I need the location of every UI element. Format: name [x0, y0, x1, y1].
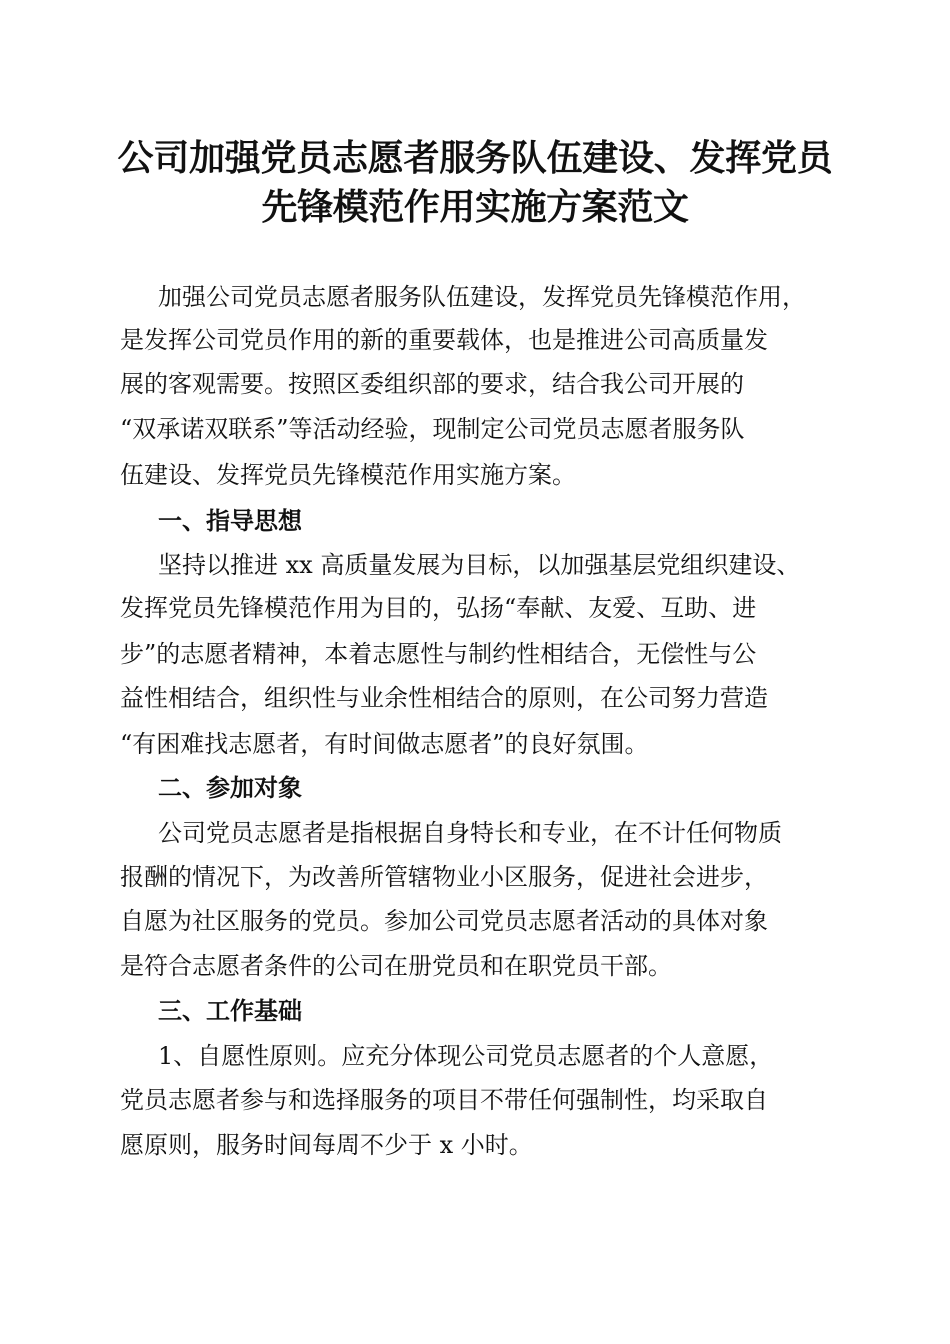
- section2-line: 是符合志愿者条件的公司在册党员和在职党员干部。: [120, 952, 672, 980]
- section2-line: 公司党员志愿者是指根据自身特长和专业，在不计任何物质: [158, 819, 782, 847]
- document-title-line-1: 公司加强党员志愿者服务队伍建设、发挥党员: [117, 137, 833, 179]
- document-title-line-2: 先锋模范作用实施方案范文: [261, 186, 689, 228]
- section-heading-participants: 二、参加对象: [158, 774, 302, 802]
- section1-line: “有困难找志愿者，有时间做志愿者”的良好氛围。: [120, 730, 649, 758]
- section2-line: 报酬的情况下，为改善所管辖物业小区服务，促进社会进步，: [120, 863, 768, 891]
- section-heading-work-basis: 三、工作基础: [158, 997, 302, 1025]
- section1-line: 步”的志愿者精神，本着志愿性与制约性相结合，无偿性与公: [120, 640, 757, 668]
- intro-line: 展的客观需要。按照区委组织部的要求，结合我公司开展的: [120, 370, 744, 398]
- section3-line: 党员志愿者参与和选择服务的项目不带任何强制性，均采取自: [120, 1086, 768, 1114]
- intro-line: 加强公司党员志愿者服务队伍建设，发挥党员先锋模范作用，: [158, 283, 806, 311]
- section1-line: 益性相结合，组织性与业余性相结合的原则，在公司努力营造: [120, 684, 768, 712]
- section3-line: 1、自愿性原则。应充分体现公司党员志愿者的个人意愿，: [158, 1042, 774, 1070]
- intro-line: 是发挥公司党员作用的新的重要载体，也是推进公司高质量发: [120, 326, 768, 354]
- section1-line: 发挥党员先锋模范作用为目的，弘扬“奉献、友爱、互助、进: [120, 594, 757, 622]
- section2-line: 自愿为社区服务的党员。参加公司党员志愿者活动的具体对象: [120, 907, 768, 935]
- section3-line: 愿原则，服务时间每周不少于 x 小时。: [120, 1131, 533, 1159]
- intro-line: 伍建设、发挥党员先锋模范作用实施方案。: [120, 461, 576, 489]
- section1-line: 坚持以推进 xx 高质量发展为目标，以加强基层党组织建设、: [158, 551, 801, 579]
- section-heading-guiding-ideology: 一、指导思想: [158, 507, 302, 535]
- intro-line: “双承诺双联系”等活动经验，现制定公司党员志愿者服务队: [120, 415, 745, 443]
